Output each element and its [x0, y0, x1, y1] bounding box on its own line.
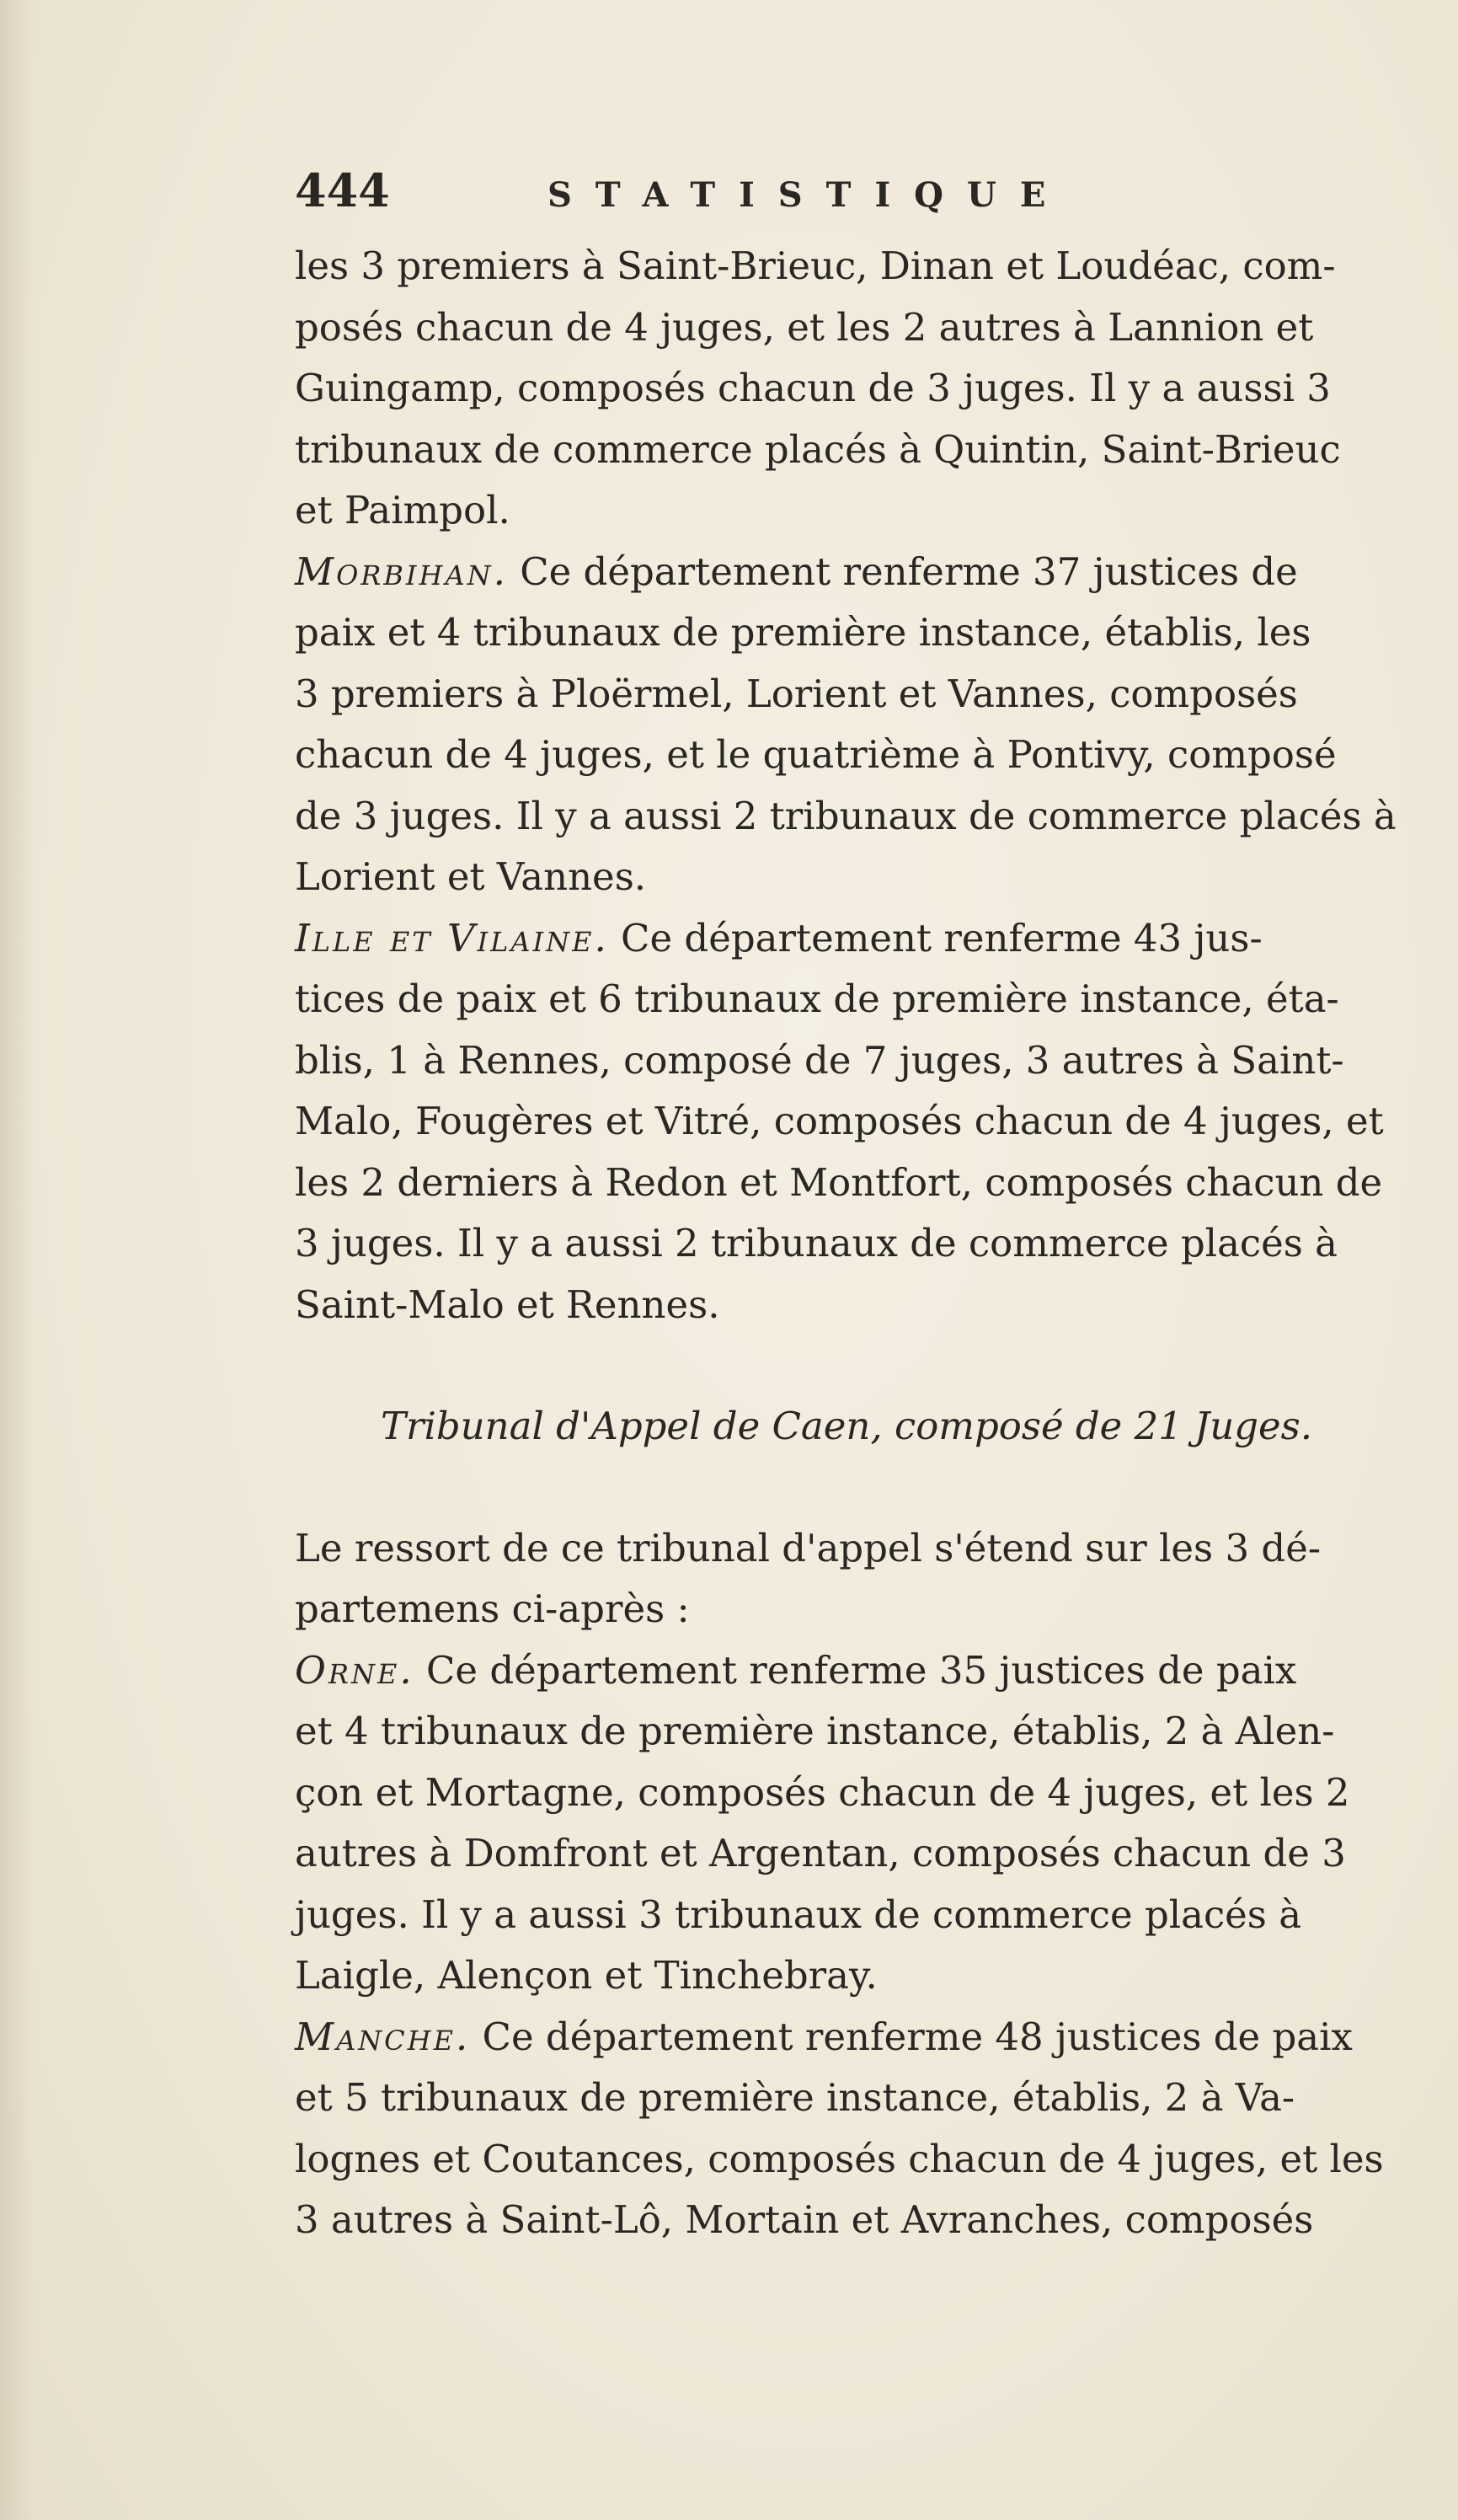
- text-line: Malo, Fougères et Vitré, composés chacun de 4 juges, et: [295, 1099, 1384, 1143]
- text-block: [295, 160, 1398, 2251]
- text-line: [295, 542, 1398, 603]
- paragraph-manche: [295, 2007, 1398, 2251]
- text-line: Le ressort de ce tribunal d'appel s'étend sur les 3 dé-: [295, 1525, 1322, 1570]
- text-fragment: Ce département renferme 43 jus-: [608, 915, 1263, 960]
- page-gutter: [0, 0, 34, 2520]
- section-heading: Tribunal d'Appel de Caen, composé de 21 Juges.: [380, 1404, 1313, 1448]
- text-line: 3 juges. Il y a aussi 2 tribunaux de commerce placés à: [295, 1221, 1338, 1265]
- text-line: partemens ci-après :: [295, 1586, 690, 1631]
- department-name: Ille et Vilaine.: [295, 915, 609, 960]
- text-line: [295, 1640, 1398, 1702]
- text-line: 3 autres à Saint-Lô, Mortain et Avranches, composés: [295, 2197, 1314, 2242]
- paragraph-ressort: [295, 1518, 1398, 1640]
- text-line: les 3 premiers à Saint-Brieuc, Dinan et Loudéac, com-: [295, 243, 1336, 288]
- text-fragment: Ce département renferme 48 justices de paix: [470, 2014, 1353, 2059]
- page-number: 444: [295, 163, 390, 217]
- text-line: les 2 derniers à Redon et Montfort, composés chacun de: [295, 1159, 1383, 1205]
- text-line: autres à Domfront et Argentan, composés chacun de 3: [295, 1831, 1346, 1875]
- department-name: Morbihan.: [295, 548, 508, 594]
- spacer: [295, 1335, 1398, 1396]
- paragraph-morbihan: [295, 542, 1398, 908]
- page-header: [295, 160, 1398, 236]
- text-line: paix et 4 tribunaux de première instance, établis, les: [295, 610, 1311, 655]
- text-line: Laigle, Alençon et Tinchebray.: [295, 1953, 878, 1998]
- text-line: et 4 tribunaux de première instance, établis, 2 à Alen-: [295, 1709, 1335, 1753]
- text-line: lognes et Coutances, composés chacun de 4 juges, et les: [295, 2136, 1384, 2181]
- paragraph-cotes-du-nord: [295, 236, 1398, 542]
- text-line: et 5 tribunaux de première instance, établis, 2 à Va-: [295, 2075, 1295, 2120]
- text-line: çon et Mortagne, composés chacun de 4 juges, et les 2: [295, 1769, 1350, 1815]
- text-line: de 3 juges. Il y a aussi 2 tribunaux de commerce placés à: [295, 793, 1397, 838]
- text-line: et Paimpol.: [295, 488, 510, 532]
- text-line: tribunaux de commerce placés à Quintin, Saint-Brieuc: [295, 426, 1341, 472]
- text-line: Guingamp, composés chacun de 3 juges. Il y a aussi 3: [295, 366, 1331, 410]
- text-line: Saint-Malo et Rennes.: [295, 1281, 720, 1327]
- text-line: [295, 2007, 1398, 2068]
- text-line: posés chacun de 4 juges, et les 2 autres à Lannion et: [295, 304, 1314, 350]
- spacer: [295, 1458, 1398, 1518]
- text-line: juges. Il y a aussi 3 tribunaux de commerce placés à: [295, 1891, 1302, 1937]
- text-line: [295, 908, 1398, 970]
- text-line: Lorient et Vannes.: [295, 854, 647, 899]
- text-line: 3 premiers à Ploërmel, Lorient et Vannes, composés: [295, 671, 1298, 716]
- text-line: chacun de 4 juges, et le quatrième à Pontivy, composé: [295, 732, 1337, 777]
- paragraph-ille-et-vilaine: [295, 908, 1398, 1336]
- text-line: tices de paix et 6 tribunaux de première instance, éta-: [295, 976, 1339, 1021]
- department-name: Orne.: [295, 1647, 414, 1693]
- text-line: blis, 1 à Rennes, composé de 7 juges, 3 autres à Saint-: [295, 1037, 1344, 1083]
- department-name: Manche.: [295, 2014, 471, 2059]
- running-title: STATISTIQUE: [547, 175, 1070, 215]
- text-fragment: Ce département renferme 37 justices de: [507, 548, 1298, 594]
- text-fragment: Ce département renferme 35 justices de paix: [414, 1647, 1297, 1693]
- paragraph-orne: [295, 1640, 1398, 2007]
